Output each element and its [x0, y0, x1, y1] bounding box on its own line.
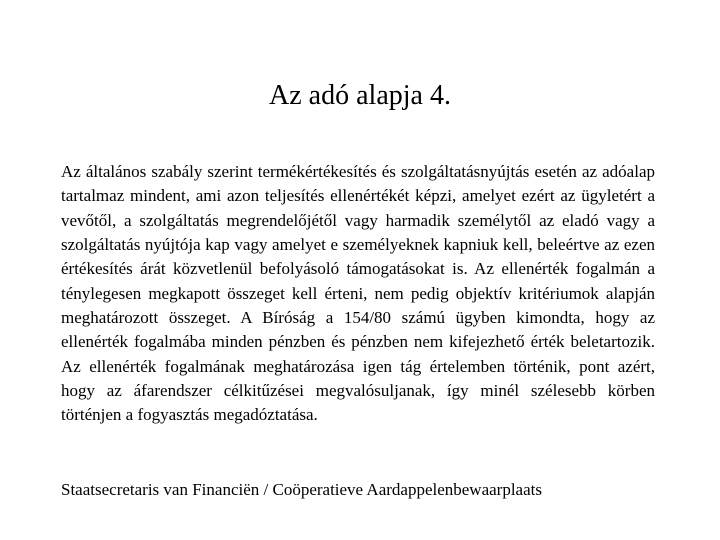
case-reference: Staatsecretaris van Financiën / Coöperatieve Aardappelenbewaarplaats — [61, 480, 542, 499]
body-paragraph: Az általános szabály szerint termékértékesítés és szolgáltatásnyújtás esetén az adóalap tartalmaz mindent, ami azon teljesítés ellenértékét képzi, amelyet ezért az ügyletért a vevőtől, a szolgáltatás megrendelőjétől vagy harmadik személytől az eladó vagy a szolgáltatás nyújtója kap vagy amelyet e személyeknek kapniuk kell, beleértve az ezen értékesítés árát közvetlenül befolyásoló támogatásokat is. Az ellenérték fogalmán a ténylegesen megkapott összeget kell érteni, nem pedig objektív kritériumok alapján meghatározott összeget. A Bíróság a 154/80 számú ügyben kimondta, hogy az ellenérték fogalmába minden pénzben és pénzben nem kifejezhető érték beletartozik. Az ellenérték fogalmának meghatározása igen tág értelemben történik, pont azért, hogy az áfarendszer célkitűzései megvalósuljanak, így minél szélesebb körben történjen a fogyasztás megadóztatása. — [61, 162, 655, 425]
slide-title: Az adó alapja 4. — [269, 80, 451, 111]
